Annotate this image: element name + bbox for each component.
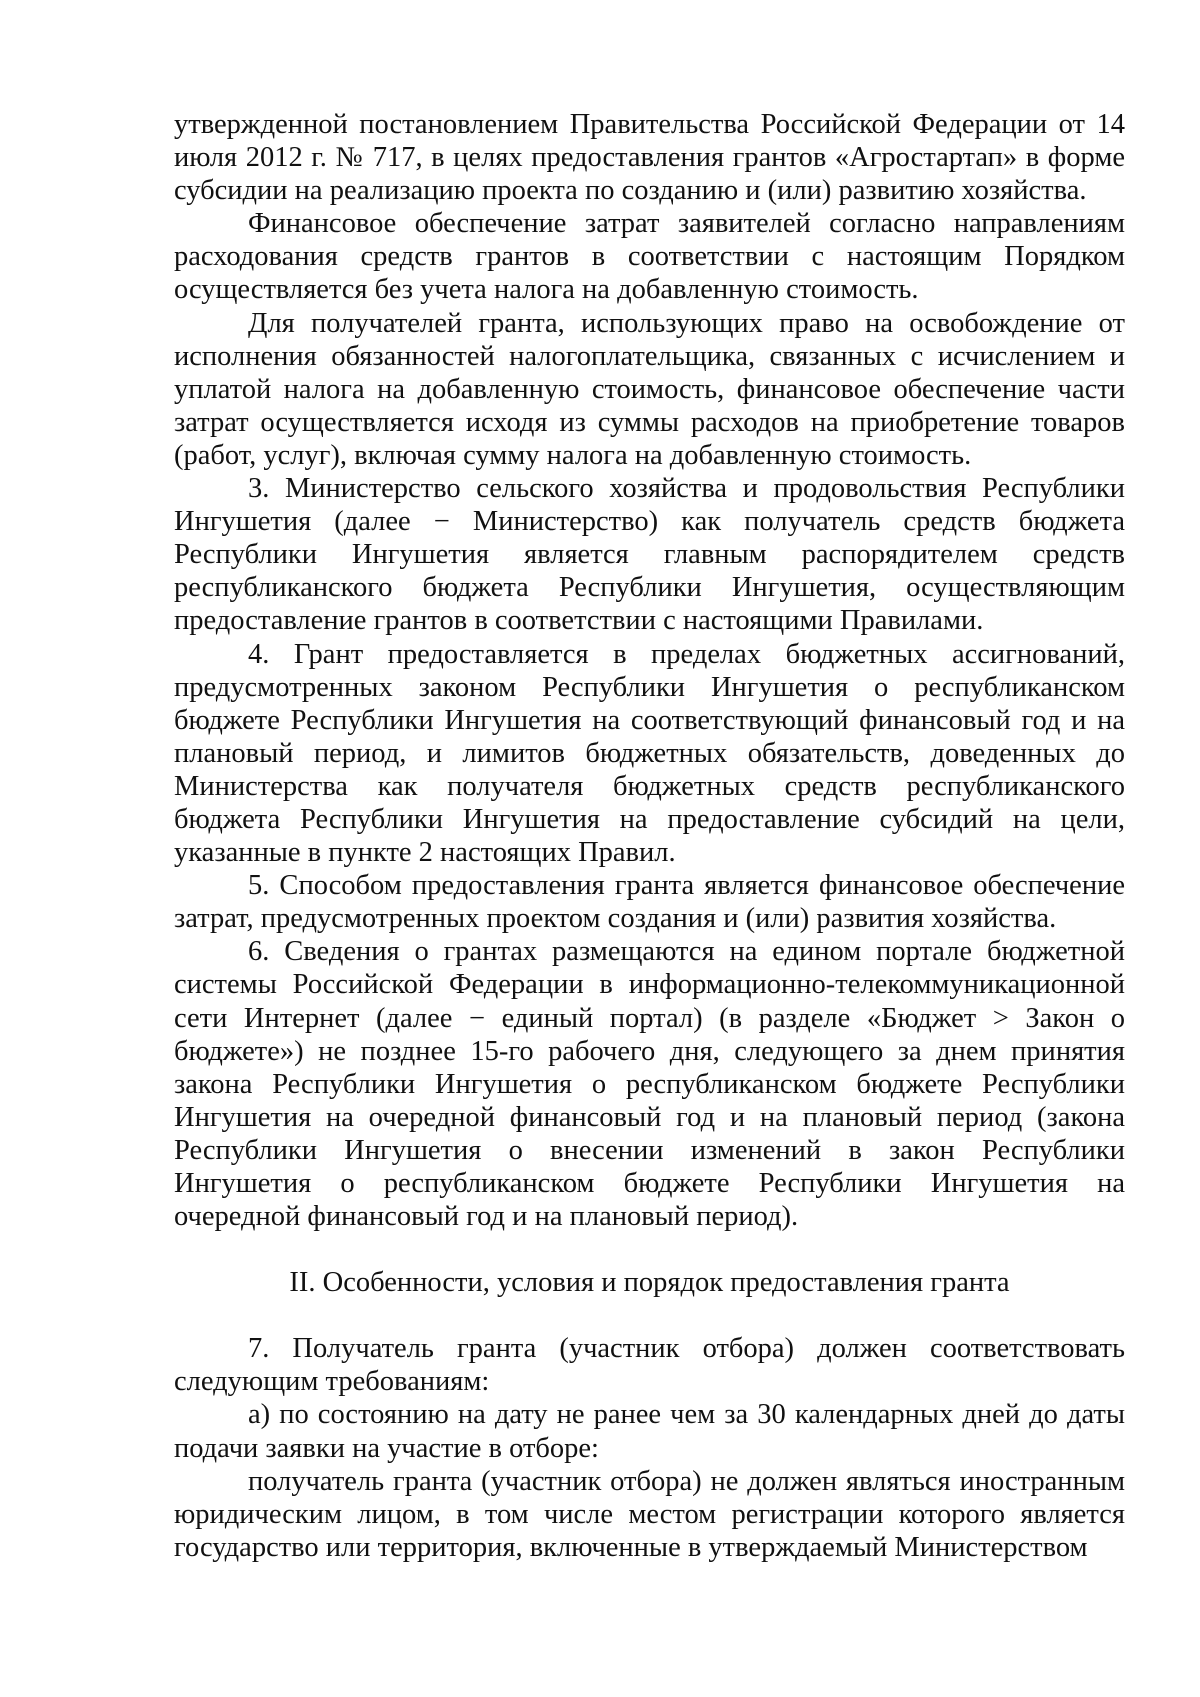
paragraph-item-6: 6. Сведения о грантах размещаются на едином портале бюджетной системы Российской Федерации в информационно-телекоммуникационной сети Интернет (далее − единый портал) (в разделе «Бюджет > Закон о бюджете») не позднее 15-го рабочего дня, следующего за днем принятия закона Республики Ингушетия о республиканском бюджете Республики Ингушетия на очередной финансовый год и на плановый период (закона Республики Ингушетия о внесении изменений в закон Республики Ингушетия о республиканском бюджете Республики Ингушетия на очередной финансовый год и на плановый период). — [174, 936, 1125, 1233]
paragraph-item-7a: а) по состоянию на дату не ранее чем за 30 календарных дней до даты подачи заявки на участие в отборе: — [174, 1399, 1125, 1464]
paragraph-item-7: 7. Получатель гранта (участник отбора) должен соответствовать следующим требованиям: — [174, 1333, 1125, 1398]
paragraph-vat-excluded: Финансовое обеспечение затрат заявителей согласно направлениям расходования средств грантов в соответствии с настоящим Порядком осуществляется без учета налога на добавленную стоимость. — [174, 208, 1125, 306]
paragraph-item-5: 5. Способом предоставления гранта является финансовое обеспечение затрат, предусмотренных проектом создания и (или) развития хозяйства. — [174, 870, 1125, 935]
paragraph-continuation: утвержденной постановлением Правительства Российской Федерации от 14 июля 2012 г. № 717, в целях предоставления грантов «Агростартап» в форме субсидии на реализацию проекта по созданию и (или) развитию хозяйства. — [174, 109, 1125, 207]
paragraph-foreign-entity: получатель гранта (участник отбора) не должен являться иностранным юридическим лицом, в том числе местом регистрации которого является государство или территория, включенные в утверждаемый Министерством — [174, 1465, 1125, 1563]
document-body — [174, 108, 1125, 1564]
paragraph-item-4: 4. Грант предоставляется в пределах бюджетных ассигнований, предусмотренных законом Республики Ингушетия о республиканском бюджете Республики Ингушетия на соответствующий финансовый год и на плановый период, и лимитов бюджетных обязательств, доведенных до Министерства как получателя бюджетных средств республиканского бюджета Республики Ингушетия на предоставление субсидий на цели, указанные в пункте 2 настоящих Правил. — [174, 638, 1125, 869]
paragraph-item-3: 3. Министерство сельского хозяйства и продовольствия Республики Ингушетия (далее − Министерство) как получатель средств бюджета Республики Ингушетия является главным распорядителем средств республиканского бюджета Республики Ингушетия, осуществляющим предоставление грантов в соответствии с настоящими Правилами. — [174, 473, 1125, 637]
section-heading: II. Особенности, условия и порядок предоставления гранта — [289, 1267, 1010, 1299]
paragraph-vat-exempt: Для получателей гранта, использующих право на освобождение от исполнения обязанностей налогоплательщика, связанных с исчислением и уплатой налога на добавленную стоимость, финансовое обеспечение части затрат осуществляется исходя из суммы расходов на приобретение товаров (работ, услуг), включая сумму налога на добавленную стоимость. — [174, 307, 1125, 471]
